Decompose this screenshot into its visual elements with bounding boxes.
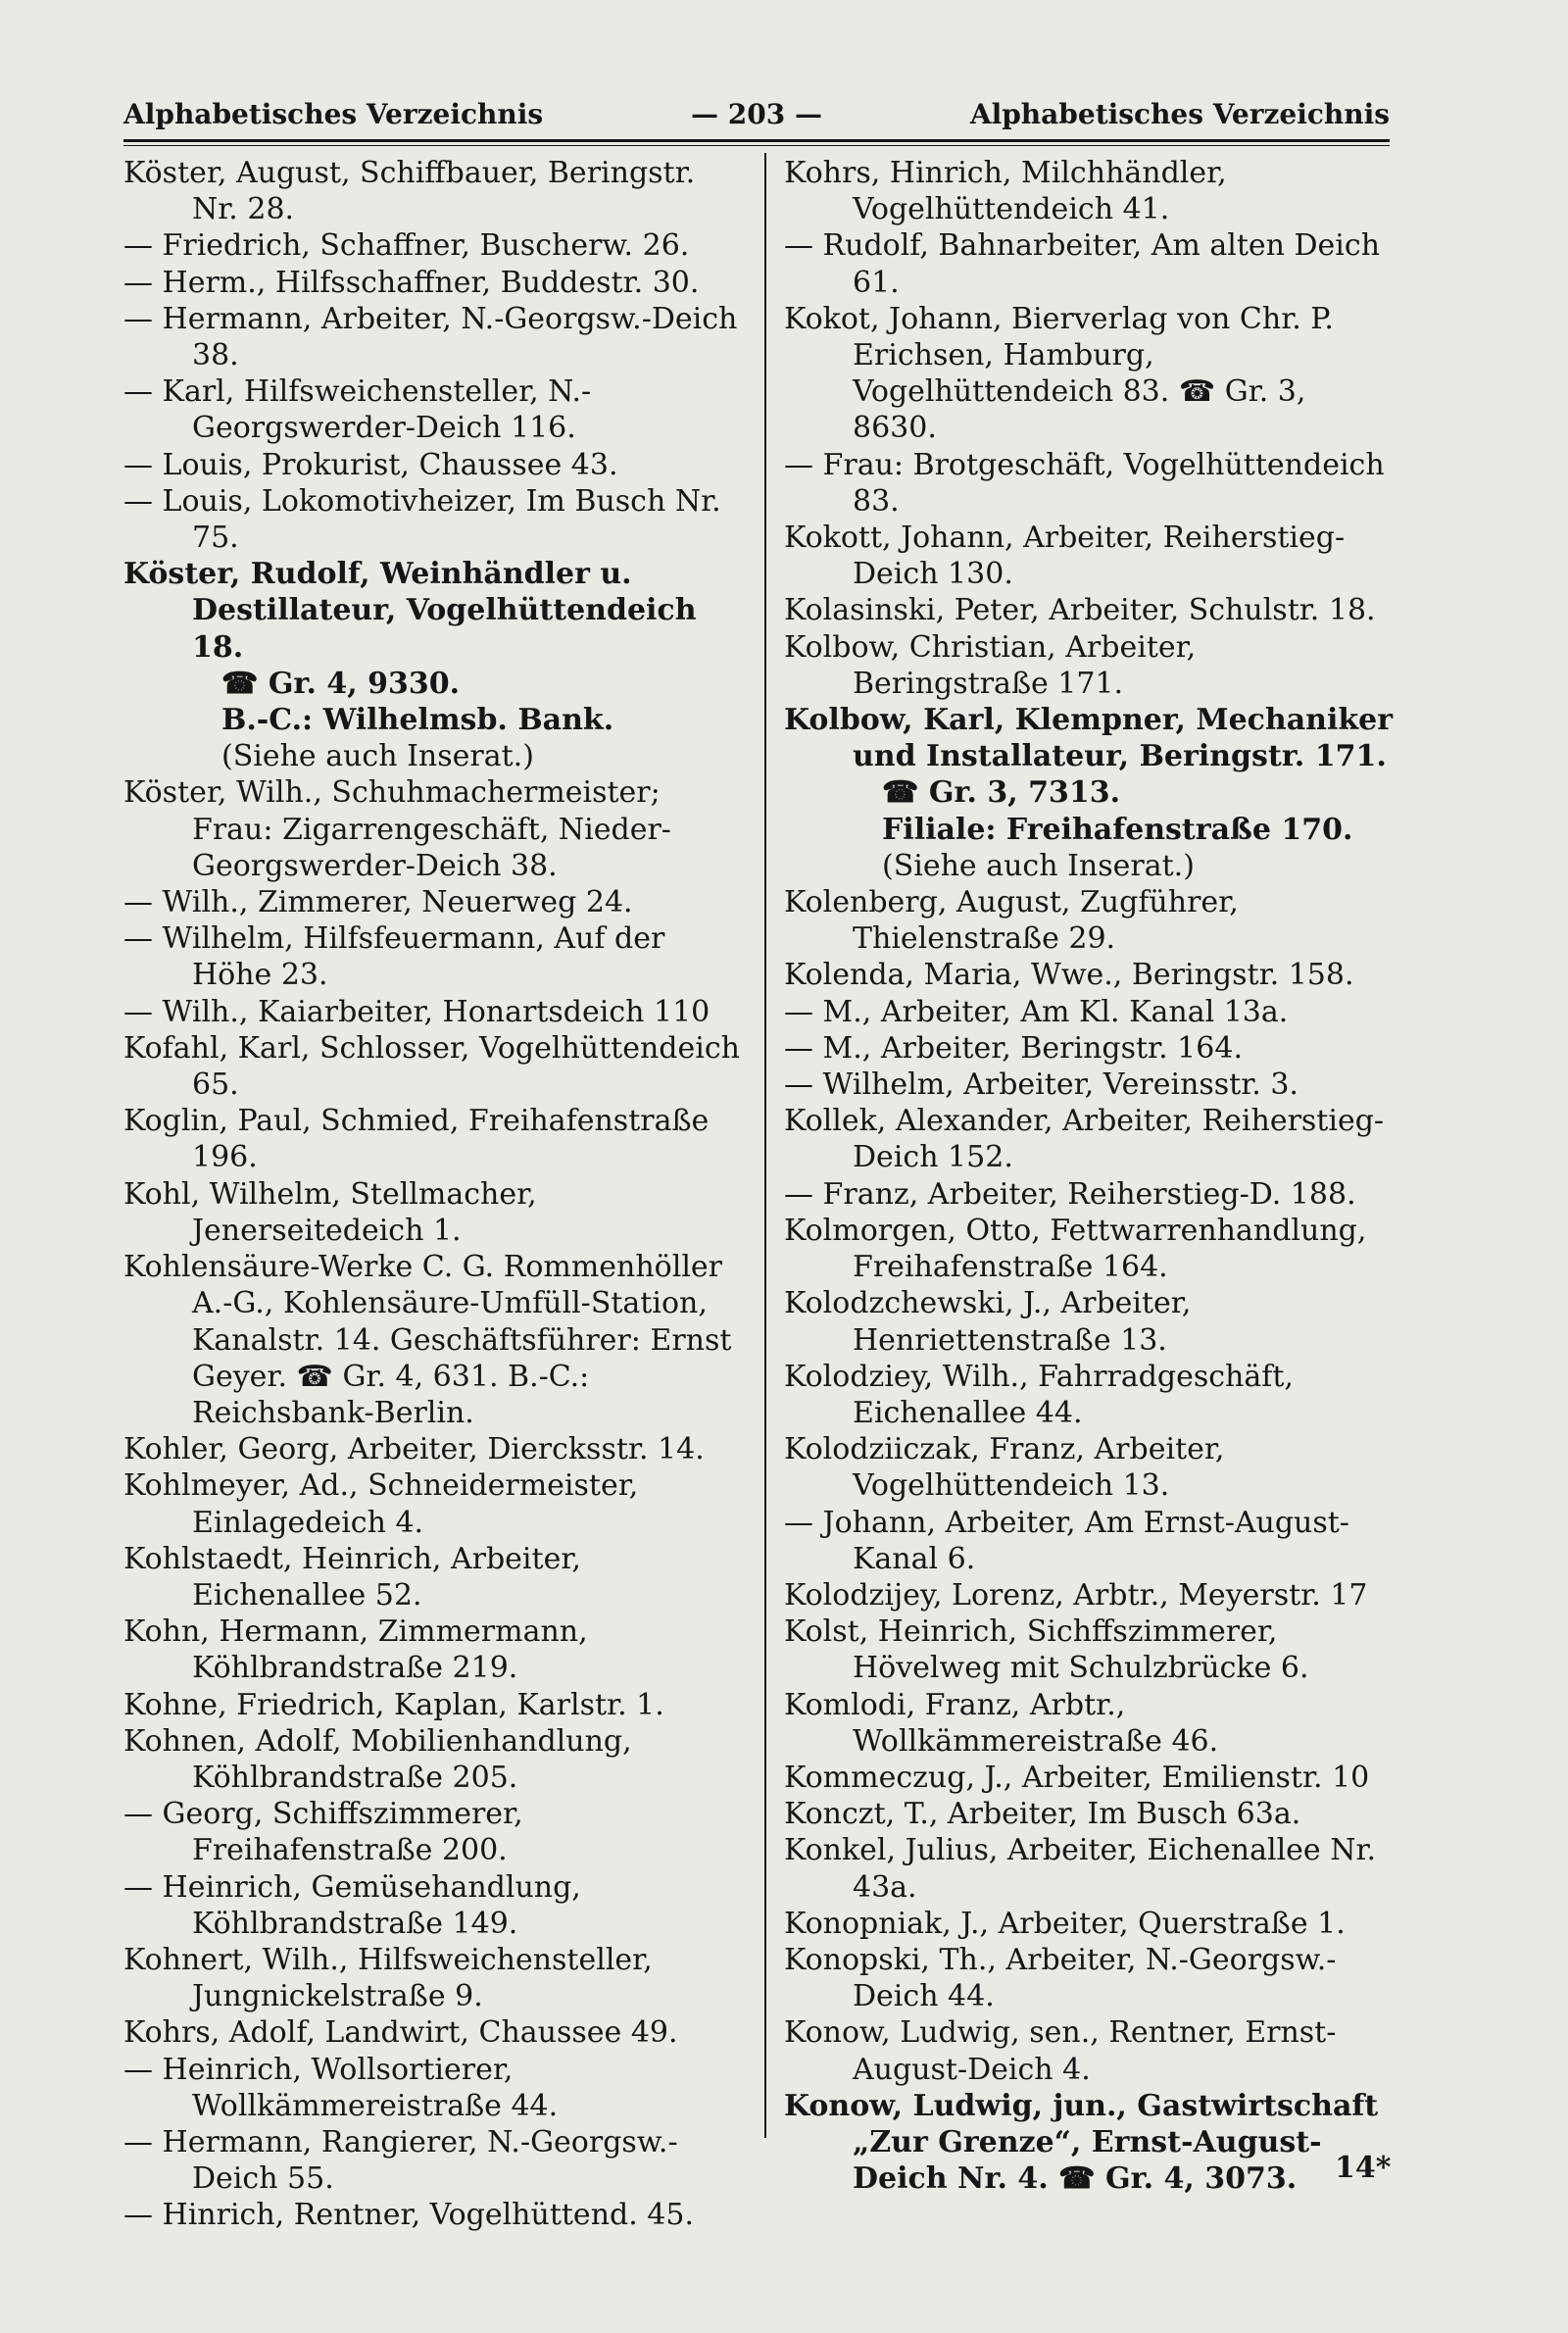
right-column xyxy=(784,155,1403,2197)
directory-entry: Kolst, Heinrich, Sichffszimmerer, Hövelweg mit Schulzbrücke 6. xyxy=(784,1614,1309,1686)
directory-entry: — Hermann, Rangierer, N.-Georgsw.-Deich 55. xyxy=(123,2124,678,2197)
directory-entry: Kohnen, Adolf, Mobilienhandlung, Köhlbrandstraße 205. xyxy=(123,1723,642,1795)
directory-entry: — M., Arbeiter, Beringstr. 164. xyxy=(784,1030,1243,1066)
directory-entry: — Wilh., Zimmerer, Neuerweg 24. xyxy=(123,885,633,920)
directory-entry: Kommeczug, J., Arbeiter, Emilienstr. 10 xyxy=(784,1760,1370,1795)
directory-entry: — Louis, Lokomotivheizer, Im Busch Nr. 75. xyxy=(123,483,731,556)
directory-entry: — Wilh., Kaiarbeiter, Honartsdeich 110 xyxy=(123,994,710,1029)
page-header xyxy=(123,94,1390,139)
directory-entry: — M., Arbeiter, Am Kl. Kanal 13a. xyxy=(784,994,1289,1029)
directory-entry: Kohne, Friedrich, Kaplan, Karlstr. 1. xyxy=(123,1687,664,1722)
directory-entry: (Siehe auch Inserat.) xyxy=(882,848,1195,883)
directory-entry: — Hinrich, Rentner, Vogelhüttend. 45. xyxy=(123,2198,694,2233)
directory-entry: Kohl, Wilhelm, Stellmacher, Jenerseitedeich 1. xyxy=(123,1176,547,1248)
directory-entry: Kollek, Alexander, Arbeiter, Reiherstieg-Deich 152. xyxy=(784,1104,1385,1175)
directory-entry: Kolodzijey, Lorenz, Arbtr., Meyerstr. 17 xyxy=(784,1577,1368,1613)
directory-entry: — Heinrich, Gemüsehandlung, Köhlbrandstraße 149. xyxy=(123,1869,591,1941)
directory-entry: Kohn, Hermann, Zimmermann, Köhlbrandstraße 219. xyxy=(123,1614,598,1686)
directory-entry: Koglin, Paul, Schmied, Freihafenstraße 196. xyxy=(123,1104,718,1175)
directory-entry: — Johann, Arbeiter, Am Ernst-August-Kanal 6. xyxy=(784,1505,1349,1576)
directory-entry: ☎ Gr. 4, 9330. xyxy=(221,666,461,701)
directory-entry: — Frau: Brotgeschäft, Vogelhüttendeich 83. xyxy=(784,447,1395,519)
directory-entry: Kofahl, Karl, Schlosser, Vogelhüttendeich 65. xyxy=(123,1030,750,1103)
directory-entry: Kolodziiczak, Franz, Arbeiter, Vogelhüttendeich 13. xyxy=(784,1432,1235,1504)
directory-entry: — Herm., Hilfsschaffner, Buddestr. 30. xyxy=(123,265,700,300)
column-divider xyxy=(764,153,766,2138)
directory-entry: Kohlensäure-Werke C. G. Rommenhöller A.-G., Kohlensäure-Umfüll-Station, Kanalstr. 14. Geschäftsführer: Ernst Geyer. ☎ Gr. 4, 631. B.-C.: Reichsbank-Berlin. xyxy=(123,1250,741,1430)
directory-entry: Kolasinski, Peter, Arbeiter, Schulstr. 18. xyxy=(784,593,1376,628)
directory-entry: Komlodi, Franz, Arbtr., Wollkämmereistraße 46. xyxy=(784,1687,1219,1759)
directory-entry: Kohrs, Hinrich, Milchhändler, Vogelhüttendeich 41. xyxy=(784,156,1237,227)
directory-entry: Kohrs, Adolf, Landwirt, Chaussee 49. xyxy=(123,2015,678,2051)
running-head-left: Alphabetisches Verzeichnis xyxy=(123,98,544,130)
directory-entry: — Louis, Prokurist, Chaussee 43. xyxy=(123,447,618,482)
directory-entry: Köster, Wilh., Schuhmachermeister; Frau: Zigarrengeschäft, Nieder-Georgswerder-Deich 38. xyxy=(123,775,671,883)
directory-entry: Köster, Rudolf, Weinhändler u. Destillateur, Vogelhüttendeich 18. xyxy=(123,557,707,665)
header-rule xyxy=(123,139,1390,142)
directory-entry: — Heinrich, Wollsortierer, Wollkämmereistraße 44. xyxy=(123,2052,559,2123)
directory-entry: — Franz, Arbeiter, Reiherstieg-D. 188. xyxy=(784,1176,1356,1212)
directory-entry: Köster, August, Schiffbauer, Beringstr. Nr. 28. xyxy=(123,156,705,227)
directory-entry: Konow, Ludwig, jun., Gastwirtschaft „Zur Grenze“, Ernst-August-Deich Nr. 4. ☎ Gr. 4, 3073. xyxy=(784,2088,1389,2197)
directory-entry: — Wilhelm, Hilfsfeuermann, Auf der Höhe 23. xyxy=(123,921,674,993)
left-column xyxy=(123,155,749,2234)
directory-entry: — Karl, Hilfsweichensteller, N.-Georgswerder-Deich 116. xyxy=(123,374,592,446)
directory-entry: — Hermann, Arbeiter, N.-Georgsw.-Deich 38. xyxy=(123,301,747,373)
directory-entry: ☎ Gr. 3, 7313. xyxy=(882,775,1121,811)
running-head-right: Alphabetisches Verzeichnis xyxy=(969,98,1390,130)
directory-entry: Konopniak, J., Arbeiter, Querstraße 1. xyxy=(784,1906,1346,1941)
directory-entry: Kolodzchewski, J., Arbeiter, Henriettenstraße 13. xyxy=(784,1286,1200,1358)
directory-entry: — Wilhelm, Arbeiter, Vereinsstr. 3. xyxy=(784,1067,1298,1103)
directory-entry: — Rudolf, Bahnarbeiter, Am alten Deich 61. xyxy=(784,228,1390,300)
directory-entry: Kolmorgen, Otto, Fettwarrenhandlung, Freihafenstraße 164. xyxy=(784,1213,1376,1285)
directory-entry: Kokott, Johann, Arbeiter, Reiherstieg-Deich 130. xyxy=(784,521,1346,592)
directory-entry: Kolenberg, August, Zugführer, Thielenstraße 29. xyxy=(784,885,1249,957)
directory-entry: Konkel, Julius, Arbeiter, Eichenallee Nr. 43a. xyxy=(784,1833,1386,1905)
directory-entry: Kolenda, Maria, Wwe., Beringstr. 158. xyxy=(784,958,1354,993)
directory-entry: Konopski, Th., Arbeiter, N.-Georgsw.-Deich 44. xyxy=(784,1942,1337,2014)
directory-entry: Konczt, T., Arbeiter, Im Busch 63a. xyxy=(784,1797,1301,1832)
signature-mark: 14* xyxy=(1335,2151,1392,2185)
directory-entry: Konow, Ludwig, sen., Rentner, Ernst-August-Deich 4. xyxy=(784,2015,1337,2087)
directory-entry: Kolbow, Christian, Arbeiter, Beringstraße 171. xyxy=(784,629,1205,701)
directory-entry: Filiale: Freihafenstraße 170. xyxy=(882,812,1353,847)
directory-entry: Kohlstaedt, Heinrich, Arbeiter, Eichenallee 52. xyxy=(123,1541,591,1613)
directory-entry: (Siehe auch Inserat.) xyxy=(221,739,534,774)
directory-entry: Kohnert, Wilh., Hilfsweichensteller, Jungnickelstraße 9. xyxy=(123,1942,662,2014)
directory-entry: Kohlmeyer, Ad., Schneidermeister, Einlagedeich 4. xyxy=(123,1468,648,1540)
directory-entry: — Friedrich, Schaffner, Buscherw. 26. xyxy=(123,228,690,264)
directory-entry: B.-C.: Wilhelmsb. Bank. xyxy=(221,703,614,738)
directory-entry: — Georg, Schiffszimmerer, Freihafenstraße 200. xyxy=(123,1797,533,1868)
directory-entry: Kolbow, Karl, Klempner, Mechaniker und Installateur, Beringstr. 171. xyxy=(784,703,1403,774)
directory-entry: Kohler, Georg, Arbeiter, Diercksstr. 14. xyxy=(123,1432,705,1467)
page-number: — 203 — xyxy=(691,98,822,130)
directory-entry: Kokot, Johann, Bierverlag von Chr. P. Erichsen, Hamburg, Vogelhüttendeich 83. ☎ Gr. 3, 8630. xyxy=(784,301,1344,446)
header-rule-thin xyxy=(123,145,1390,146)
directory-entry: Kolodziey, Wilh., Fahrradgeschäft, Eichenallee 44. xyxy=(784,1359,1303,1430)
